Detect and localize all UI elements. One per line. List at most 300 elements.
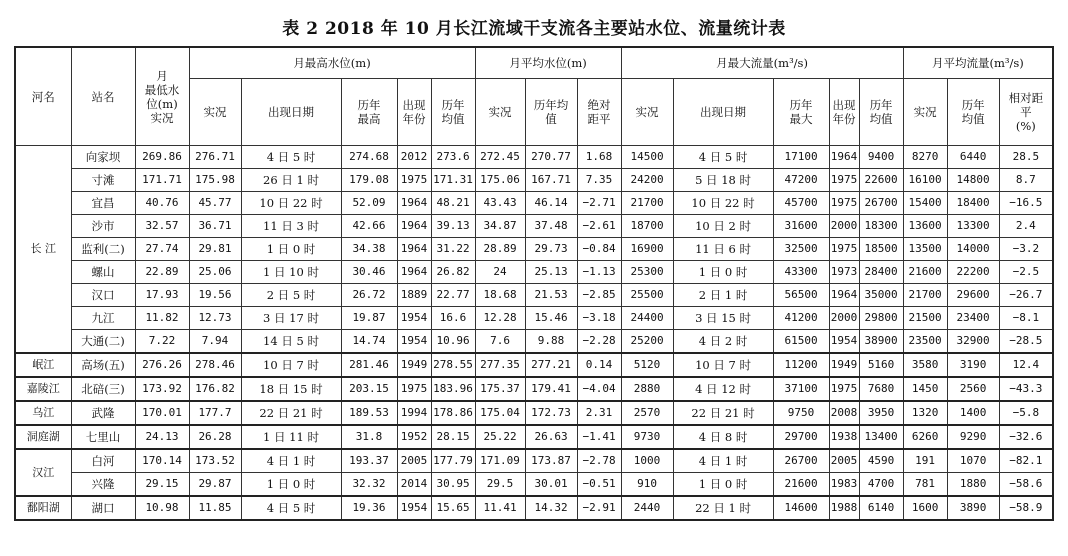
table-cell: 1964 — [829, 284, 859, 307]
statistics-table — [14, 46, 1054, 521]
table-cell: 173.52 — [189, 449, 241, 473]
table-cell: 10 日 7 时 — [673, 353, 773, 377]
table-cell: −58.6 — [999, 473, 1053, 497]
header-date: 出现日期 — [241, 79, 341, 146]
table-cell: 1975 — [397, 377, 431, 401]
table-cell: 22.89 — [135, 261, 189, 284]
table-row — [15, 496, 1053, 520]
table-cell: 2440 — [621, 496, 673, 520]
table-cell: 3950 — [859, 401, 903, 425]
table-cell: 11.41 — [475, 496, 525, 520]
table-cell: 11.85 — [189, 496, 241, 520]
table-cell: 30.95 — [431, 473, 475, 497]
table-cell: 277.35 — [475, 353, 525, 377]
table-cell: −4.04 — [577, 377, 621, 401]
station-name: 白河 — [71, 449, 135, 473]
table-cell: 52.09 — [341, 192, 397, 215]
table-row — [15, 307, 1053, 330]
table-cell: 2560 — [947, 377, 999, 401]
table-cell: 10 日 22 时 — [241, 192, 341, 215]
river-name: 乌江 — [15, 401, 71, 425]
table-cell: 34.38 — [341, 238, 397, 261]
table-cell: 35000 — [859, 284, 903, 307]
table-cell: 9750 — [773, 401, 829, 425]
table-cell: 18.68 — [475, 284, 525, 307]
table-cell: 0.14 — [577, 353, 621, 377]
table-cell: 273.6 — [431, 146, 475, 169]
header-hist-mean3: 历年 均值 — [947, 79, 999, 146]
table-cell: 22 日 21 时 — [673, 401, 773, 425]
table-cell: 1954 — [397, 307, 431, 330]
table-row — [15, 353, 1053, 377]
table-cell: 30.46 — [341, 261, 397, 284]
table-cell: 25.22 — [475, 425, 525, 449]
table-cell: 7.35 — [577, 169, 621, 192]
table-cell: 25500 — [621, 284, 673, 307]
table-cell: 5 日 18 时 — [673, 169, 773, 192]
table-cell: 269.86 — [135, 146, 189, 169]
table-cell: 179.41 — [525, 377, 577, 401]
table-cell: 5160 — [859, 353, 903, 377]
table-cell: 18500 — [859, 238, 903, 261]
table-cell: 9730 — [621, 425, 673, 449]
table-cell: 37100 — [773, 377, 829, 401]
table-cell: 21700 — [621, 192, 673, 215]
table-cell: 26.82 — [431, 261, 475, 284]
table-cell: 25300 — [621, 261, 673, 284]
table-cell: 10 日 2 时 — [673, 215, 773, 238]
table-cell: 34.87 — [475, 215, 525, 238]
table-cell: 19.87 — [341, 307, 397, 330]
table-cell: 29.15 — [135, 473, 189, 497]
table-cell: 1938 — [829, 425, 859, 449]
table-row — [15, 169, 1053, 192]
station-name: 螺山 — [71, 261, 135, 284]
table-cell: −32.6 — [999, 425, 1053, 449]
table-cell: 2.4 — [999, 215, 1053, 238]
table-cell: 1 日 11 时 — [241, 425, 341, 449]
table-cell: 24.13 — [135, 425, 189, 449]
table-cell: 31.22 — [431, 238, 475, 261]
table-cell: 1880 — [947, 473, 999, 497]
station-name: 大通(二) — [71, 330, 135, 354]
table-cell: 1975 — [829, 377, 859, 401]
table-cell: 56500 — [773, 284, 829, 307]
table-cell: 203.15 — [341, 377, 397, 401]
table-cell: −2.28 — [577, 330, 621, 354]
table-cell: 29800 — [859, 307, 903, 330]
table-cell: 1.68 — [577, 146, 621, 169]
table-cell: 46.14 — [525, 192, 577, 215]
table-cell: −43.3 — [999, 377, 1053, 401]
table-cell: 1964 — [397, 238, 431, 261]
table-cell: −58.9 — [999, 496, 1053, 520]
table-cell: 1994 — [397, 401, 431, 425]
table-cell: 7.94 — [189, 330, 241, 354]
table-cell: 276.71 — [189, 146, 241, 169]
table-cell: 1975 — [829, 238, 859, 261]
table-cell: 29700 — [773, 425, 829, 449]
table-cell: 45700 — [773, 192, 829, 215]
table-cell: 25.06 — [189, 261, 241, 284]
table-cell: −8.1 — [999, 307, 1053, 330]
table-cell: 32.32 — [341, 473, 397, 497]
table-cell: 277.21 — [525, 353, 577, 377]
header-min-level-line4: 实况 — [150, 110, 174, 125]
station-name: 北碚(三) — [71, 377, 135, 401]
table-cell: 28.89 — [475, 238, 525, 261]
table-cell: −2.61 — [577, 215, 621, 238]
river-name: 嘉陵江 — [15, 377, 71, 401]
table-cell: 6440 — [947, 146, 999, 169]
table-cell: 14.32 — [525, 496, 577, 520]
table-cell: 15.65 — [431, 496, 475, 520]
table-cell: 10 日 7 时 — [241, 353, 341, 377]
table-cell: 18400 — [947, 192, 999, 215]
table-cell: 16900 — [621, 238, 673, 261]
table-cell: 7680 — [859, 377, 903, 401]
table-cell: 781 — [903, 473, 947, 497]
table-cell: 39.13 — [431, 215, 475, 238]
table-cell: 4 日 8 时 — [673, 425, 773, 449]
table-cell: 276.26 — [135, 353, 189, 377]
table-cell: 8270 — [903, 146, 947, 169]
table-cell: 13400 — [859, 425, 903, 449]
table-cell: 1 日 10 时 — [241, 261, 341, 284]
table-cell: 1 日 0 时 — [673, 261, 773, 284]
table-cell: 171.09 — [475, 449, 525, 473]
station-name: 宜昌 — [71, 192, 135, 215]
table-cell: 14.74 — [341, 330, 397, 354]
table-cell: −2.78 — [577, 449, 621, 473]
table-cell: 42.66 — [341, 215, 397, 238]
table-cell: 191 — [903, 449, 947, 473]
table-cell: 8.7 — [999, 169, 1053, 192]
table-cell: 6140 — [859, 496, 903, 520]
table-row — [15, 377, 1053, 401]
table-row — [15, 473, 1053, 497]
table-cell: 24400 — [621, 307, 673, 330]
table-cell: 3580 — [903, 353, 947, 377]
table-cell: 281.46 — [341, 353, 397, 377]
table-cell: 28.15 — [431, 425, 475, 449]
table-cell: 1973 — [829, 261, 859, 284]
table-body — [15, 146, 1053, 521]
header-flow-actual: 实况 — [621, 79, 673, 146]
header-hist-mean: 历年 均值 — [431, 79, 475, 146]
table-cell: 26.72 — [341, 284, 397, 307]
table-cell: 193.37 — [341, 449, 397, 473]
table-cell: 3890 — [947, 496, 999, 520]
header-hist-maxflow: 历年 最大 — [773, 79, 829, 146]
river-name: 岷江 — [15, 353, 71, 377]
table-cell: 19.36 — [341, 496, 397, 520]
table-cell: 15.46 — [525, 307, 577, 330]
table-cell: 175.37 — [475, 377, 525, 401]
table-cell: 2 日 1 时 — [673, 284, 773, 307]
table-cell: 910 — [621, 473, 673, 497]
table-cell: 17100 — [773, 146, 829, 169]
table-cell: 29.87 — [189, 473, 241, 497]
table-cell: 1320 — [903, 401, 947, 425]
table-cell: 176.82 — [189, 377, 241, 401]
table-cell: 48.21 — [431, 192, 475, 215]
table-cell: 1975 — [397, 169, 431, 192]
station-name: 监利(二) — [71, 238, 135, 261]
table-cell: 14 日 5 时 — [241, 330, 341, 354]
header-river: 河名 — [15, 47, 71, 146]
table-cell: 13500 — [903, 238, 947, 261]
table-cell: 22 日 21 时 — [241, 401, 341, 425]
table-cell: 22200 — [947, 261, 999, 284]
table-cell: 28.5 — [999, 146, 1053, 169]
table-row — [15, 330, 1053, 354]
table-cell: 167.71 — [525, 169, 577, 192]
header-abs-dev: 绝对 距平 — [577, 79, 621, 146]
table-cell: 26700 — [859, 192, 903, 215]
table-row — [15, 449, 1053, 473]
table-cell: 5120 — [621, 353, 673, 377]
table-cell: 24200 — [621, 169, 673, 192]
table-cell: 32900 — [947, 330, 999, 354]
table-cell: −2.91 — [577, 496, 621, 520]
table-cell: 1975 — [829, 192, 859, 215]
table-cell: −16.5 — [999, 192, 1053, 215]
table-cell: 4 日 5 时 — [241, 496, 341, 520]
table-cell: 10.98 — [135, 496, 189, 520]
table-cell: 12.73 — [189, 307, 241, 330]
table-cell: 43300 — [773, 261, 829, 284]
table-cell: 3 日 15 时 — [673, 307, 773, 330]
table-cell: 21700 — [903, 284, 947, 307]
table-cell: 171.31 — [431, 169, 475, 192]
table-cell: 4 日 5 时 — [673, 146, 773, 169]
table-cell: 26.63 — [525, 425, 577, 449]
station-name: 沙市 — [71, 215, 135, 238]
table-cell: 45.77 — [189, 192, 241, 215]
table-cell: 272.45 — [475, 146, 525, 169]
table-cell: 2000 — [829, 307, 859, 330]
header-group-max-flow: 月最大流量(m³/s) — [621, 47, 903, 79]
table-cell: 16100 — [903, 169, 947, 192]
table-cell: 27.74 — [135, 238, 189, 261]
river-name: 汉江 — [15, 449, 71, 496]
table-cell: −2.5 — [999, 261, 1053, 284]
header-hist-mean2: 历年 均值 — [859, 79, 903, 146]
table-cell: 4590 — [859, 449, 903, 473]
table-cell: 2880 — [621, 377, 673, 401]
header-min-level — [135, 47, 189, 146]
table-cell: 2005 — [829, 449, 859, 473]
table-row — [15, 401, 1053, 425]
table-cell: 29.73 — [525, 238, 577, 261]
header-group-avg-flow: 月平均流量(m³/s) — [903, 47, 1053, 79]
table-cell: 170.14 — [135, 449, 189, 473]
table-cell: 15400 — [903, 192, 947, 215]
table-cell: −3.18 — [577, 307, 621, 330]
table-cell: 9400 — [859, 146, 903, 169]
table-cell: −5.8 — [999, 401, 1053, 425]
header-min-level-line3: 位(m) — [146, 96, 178, 111]
table-cell: 2005 — [397, 449, 431, 473]
table-cell: −0.84 — [577, 238, 621, 261]
table-cell: 1450 — [903, 377, 947, 401]
table-cell: 22 日 1 时 — [673, 496, 773, 520]
station-name: 高场(五) — [71, 353, 135, 377]
table-cell: 4700 — [859, 473, 903, 497]
table-cell: 175.98 — [189, 169, 241, 192]
header-rel-dev: 相对距 平 (%) — [999, 79, 1053, 146]
table-cell: 1 日 0 时 — [241, 473, 341, 497]
table-row — [15, 238, 1053, 261]
table-cell: 3 日 17 时 — [241, 307, 341, 330]
table-cell: 24 — [475, 261, 525, 284]
table-cell: 32500 — [773, 238, 829, 261]
station-name: 武隆 — [71, 401, 135, 425]
table-cell: 13300 — [947, 215, 999, 238]
table-cell: 7.6 — [475, 330, 525, 354]
table-cell: 17.93 — [135, 284, 189, 307]
table-cell: 3190 — [947, 353, 999, 377]
table-cell: 4 日 1 时 — [241, 449, 341, 473]
header-group-avg-level: 月平均水位(m) — [475, 47, 621, 79]
table-cell: 32.57 — [135, 215, 189, 238]
table-cell: 22600 — [859, 169, 903, 192]
table-cell: 178.86 — [431, 401, 475, 425]
table-cell: 270.77 — [525, 146, 577, 169]
table-cell: 1964 — [397, 261, 431, 284]
table-cell: 25.13 — [525, 261, 577, 284]
table-cell: 14600 — [773, 496, 829, 520]
table-cell: 21600 — [903, 261, 947, 284]
header-flow-date: 出现日期 — [673, 79, 773, 146]
table-cell: 23400 — [947, 307, 999, 330]
table-cell: 179.08 — [341, 169, 397, 192]
table-cell: 31600 — [773, 215, 829, 238]
table-cell: 38900 — [859, 330, 903, 354]
table-row — [15, 146, 1053, 169]
table-cell: 1954 — [397, 330, 431, 354]
table-cell: 278.46 — [189, 353, 241, 377]
table-cell: 2 日 5 时 — [241, 284, 341, 307]
table-cell: 40.76 — [135, 192, 189, 215]
table-title: 表 2 2018 年 10 月长江流域干支流各主要站水位、流量统计表 — [282, 19, 786, 39]
table-row — [15, 261, 1053, 284]
table-cell: −2.71 — [577, 192, 621, 215]
table-cell: 10 日 22 时 — [673, 192, 773, 215]
table-cell: 1983 — [829, 473, 859, 497]
table-cell: 61500 — [773, 330, 829, 354]
header-avgflow-actual: 实况 — [903, 79, 947, 146]
river-name: 洞庭湖 — [15, 425, 71, 449]
header-avg-actual: 实况 — [475, 79, 525, 146]
table-cell: 170.01 — [135, 401, 189, 425]
station-name: 向家坝 — [71, 146, 135, 169]
table-cell: 18 日 15 时 — [241, 377, 341, 401]
station-name: 兴隆 — [71, 473, 135, 497]
table-cell: 19.56 — [189, 284, 241, 307]
table-cell: 23500 — [903, 330, 947, 354]
table-cell: 177.79 — [431, 449, 475, 473]
table-cell: 28400 — [859, 261, 903, 284]
table-cell: 4 日 2 时 — [673, 330, 773, 354]
table-cell: 189.53 — [341, 401, 397, 425]
table-cell: 183.96 — [431, 377, 475, 401]
header-station: 站名 — [71, 47, 135, 146]
table-cell: 9.88 — [525, 330, 577, 354]
table-cell: 1964 — [397, 215, 431, 238]
table-cell: 1964 — [829, 146, 859, 169]
table-cell: 1 日 0 时 — [241, 238, 341, 261]
table-cell: 29600 — [947, 284, 999, 307]
table-cell: 29.5 — [475, 473, 525, 497]
table-cell: 175.06 — [475, 169, 525, 192]
table-cell: −26.7 — [999, 284, 1053, 307]
table-cell: −82.1 — [999, 449, 1053, 473]
table-cell: 1949 — [829, 353, 859, 377]
table-cell: 43.43 — [475, 192, 525, 215]
table-cell: −0.51 — [577, 473, 621, 497]
table-cell: 18300 — [859, 215, 903, 238]
table-cell: 1889 — [397, 284, 431, 307]
table-cell: 171.71 — [135, 169, 189, 192]
station-name: 寸滩 — [71, 169, 135, 192]
table-row — [15, 192, 1053, 215]
table-cell: 2012 — [397, 146, 431, 169]
table-cell: 10.96 — [431, 330, 475, 354]
table-cell: 26700 — [773, 449, 829, 473]
table-cell: 12.4 — [999, 353, 1053, 377]
table-cell: 36.71 — [189, 215, 241, 238]
table-cell: 14800 — [947, 169, 999, 192]
table-cell: 22.77 — [431, 284, 475, 307]
header-min-level-line2: 最低水 — [144, 82, 180, 97]
table-cell: 25200 — [621, 330, 673, 354]
table-cell: 16.6 — [431, 307, 475, 330]
river-name: 长 江 — [15, 146, 71, 354]
station-name: 汉口 — [71, 284, 135, 307]
table-cell: 1952 — [397, 425, 431, 449]
table-cell: 37.48 — [525, 215, 577, 238]
table-cell: 14500 — [621, 146, 673, 169]
table-cell: 2570 — [621, 401, 673, 425]
header-group-max-level: 月最高水位(m) — [189, 47, 475, 79]
table-cell: 6260 — [903, 425, 947, 449]
station-name: 九江 — [71, 307, 135, 330]
table-cell: −28.5 — [999, 330, 1053, 354]
table-cell: 14000 — [947, 238, 999, 261]
river-name: 鄱阳湖 — [15, 496, 71, 520]
table-cell: 41200 — [773, 307, 829, 330]
station-name: 湖口 — [71, 496, 135, 520]
table-cell: 9290 — [947, 425, 999, 449]
header-hist-avg: 历年均 值 — [525, 79, 577, 146]
table-cell: 2.31 — [577, 401, 621, 425]
header-min-level-line1: 月 — [156, 68, 168, 83]
table-cell: 2008 — [829, 401, 859, 425]
table-cell: 1600 — [903, 496, 947, 520]
table-cell: 26 日 1 时 — [241, 169, 341, 192]
table-cell: 1975 — [829, 169, 859, 192]
table-cell: 26.28 — [189, 425, 241, 449]
table-cell: 1954 — [397, 496, 431, 520]
table-cell: 4 日 5 时 — [241, 146, 341, 169]
table-row — [15, 215, 1053, 238]
table-cell: −3.2 — [999, 238, 1053, 261]
table-cell: 11200 — [773, 353, 829, 377]
table-cell: 11 日 6 时 — [673, 238, 773, 261]
header-hist-max: 历年 最高 — [341, 79, 397, 146]
